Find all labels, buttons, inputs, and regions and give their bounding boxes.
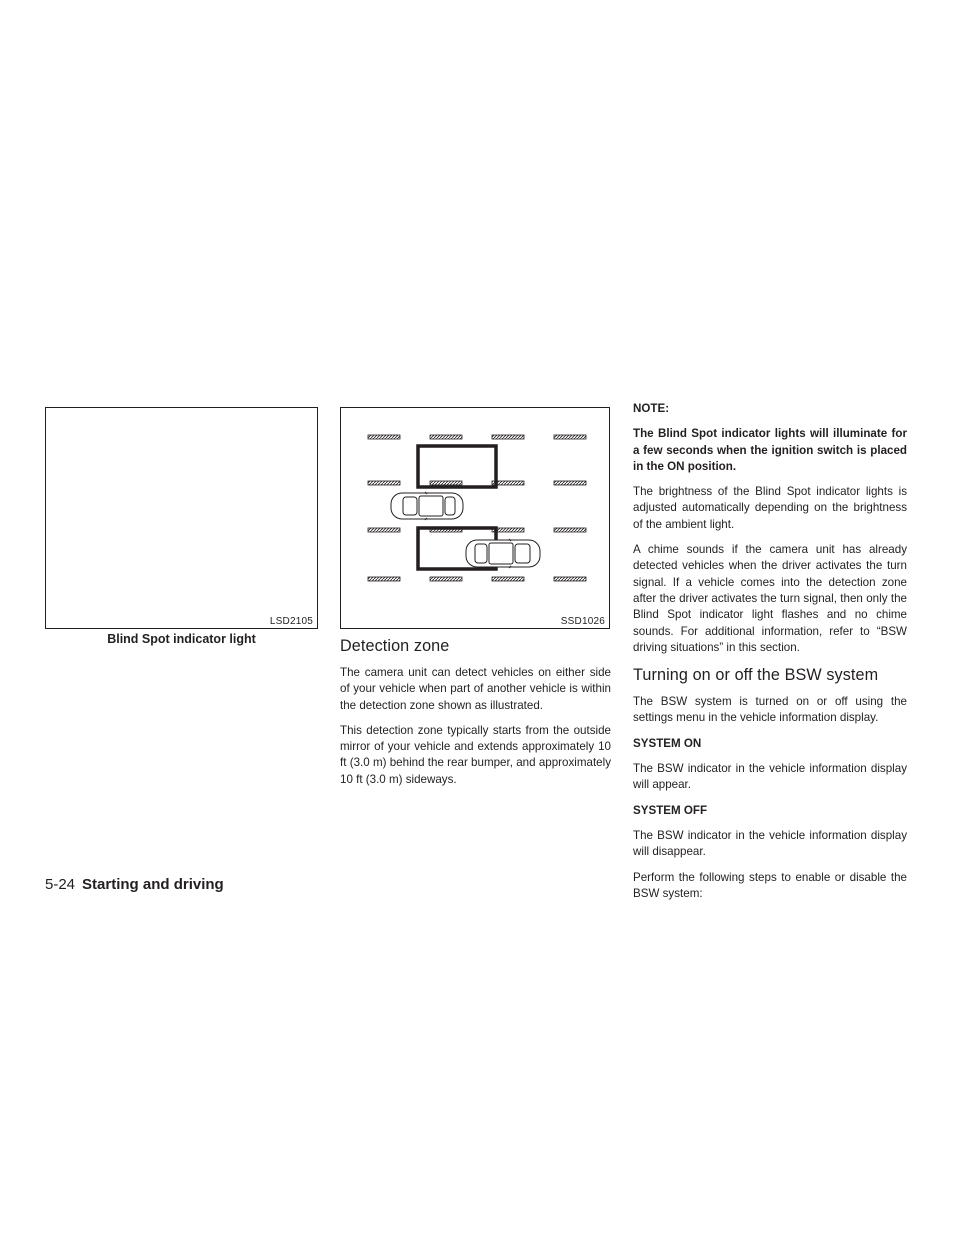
- page-number: 5-24: [45, 876, 76, 893]
- subheading-system-on: SYSTEM ON: [633, 736, 702, 750]
- figure-code: SSD1026: [560, 616, 605, 627]
- note-heading: NOTE:: [633, 402, 670, 415]
- paragraph: The camera unit can detect vehicles on either side of your vehicle when part of another vehicle is within the detection zone shown as illustrated.: [340, 666, 611, 712]
- section-heading: Detection zone: [340, 637, 450, 655]
- detection-zone-figure: [340, 407, 610, 629]
- section-heading: Turning on or off the BSW system: [633, 666, 879, 685]
- subheading-system-off: SYSTEM OFF: [633, 803, 708, 817]
- paragraph: Perform the following steps to enable or disable the BSW system:: [633, 870, 907, 900]
- paragraph: The brightness of the Blind Spot indicator lights is adjusted automatically depending on the brightness of the ambient light.: [633, 485, 907, 531]
- paragraph: The BSW indicator in the vehicle information display will appear.: [633, 762, 907, 792]
- right-column: [633, 401, 907, 911]
- detection-zone-section: [340, 636, 611, 797]
- paragraph: The BSW system is turned on or off using the settings menu in the vehicle information display.: [633, 695, 907, 725]
- note-body: The Blind Spot indicator lights will illuminate for a few seconds when the ignition switch is placed in the ON position.: [633, 427, 907, 473]
- figure-code: LSD2105: [269, 616, 313, 627]
- page-footer: [45, 876, 224, 893]
- detection-zone-diagram: [341, 408, 609, 628]
- blind-spot-indicator-figure: [45, 407, 318, 629]
- paragraph: This detection zone typically starts from the outside mirror of your vehicle and extends approximately 10 ft (3.0 m) behind the rear bumper, and approximately 10 ft (3.0 m) sideways.: [340, 723, 611, 786]
- paragraph: A chime sounds if the camera unit has already detected vehicles when the driver activates the turn signal. If a vehicle comes into the detection zone after the driver activates the turn signal, then only the Blind Spot indicator light flashes and no chime sounds. For additional information, refer to “BSW driving situations” in this section.: [633, 543, 907, 654]
- section-title: Starting and driving: [82, 876, 224, 893]
- adjacent-vehicle: [391, 492, 463, 520]
- host-vehicle: [466, 539, 540, 568]
- paragraph: The BSW indicator in the vehicle information display will disappear.: [633, 828, 907, 859]
- figure-caption: Blind Spot indicator light: [107, 632, 256, 646]
